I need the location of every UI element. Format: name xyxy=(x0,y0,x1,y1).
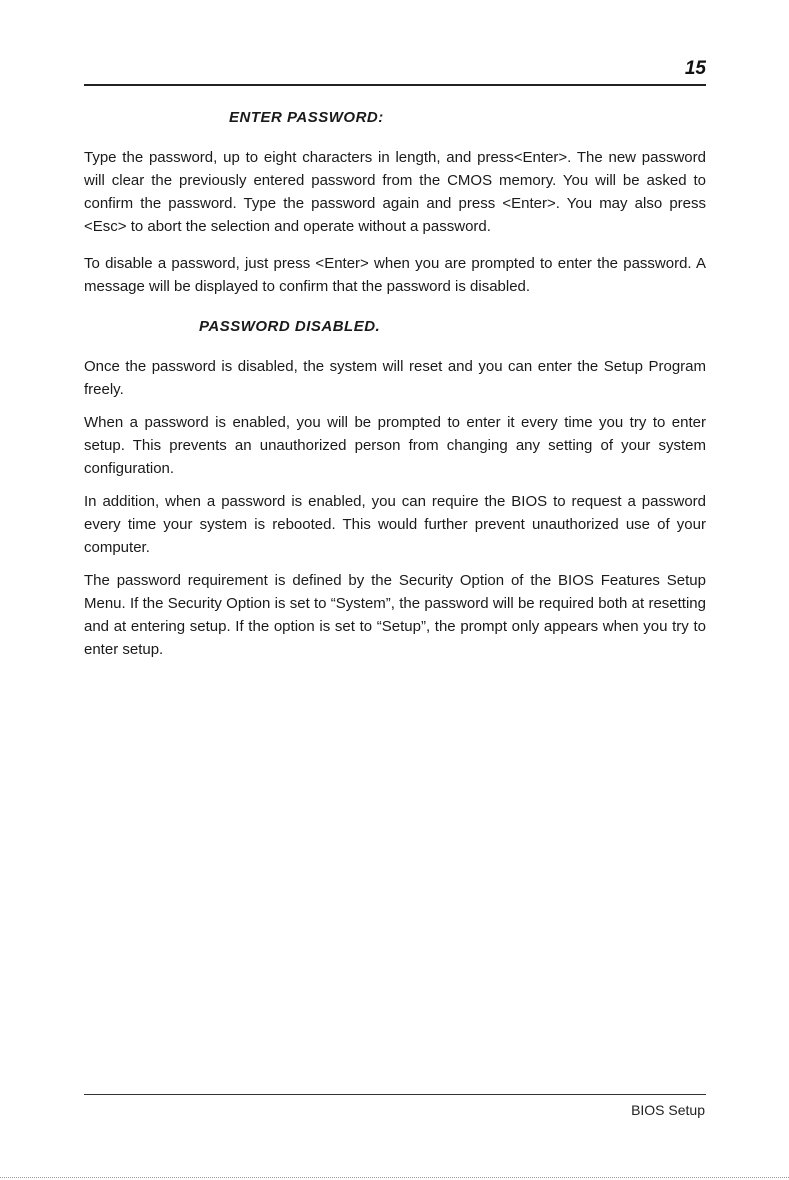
paragraph-security-option: The password requirement is defined by the Security Option of the BIOS Features Setup Menu. If the Security Option is set to “System”, the password will be required both at resetting and at entering setup. If the option is set to “Setup”, the prompt only appears when you try to enter setup. xyxy=(84,572,706,658)
header-divider xyxy=(84,84,706,86)
paragraph-bios-request: In addition, when a password is enabled, you can require the BIOS to request a password every time your system is rebooted. This would further prevent unauthorized use of your computer. xyxy=(84,493,706,556)
page-content xyxy=(84,109,706,671)
page-bottom-edge xyxy=(0,1177,789,1178)
footer-title: BIOS Setup xyxy=(631,1102,705,1118)
enter-password-heading: ENTER PASSWORD: xyxy=(229,109,384,126)
paragraph-enabled: When a password is enabled, you will be prompted to enter it every time you try to enter setup. This prevents an unauthorized person from changing any setting of your system configuration. xyxy=(84,414,706,477)
footer-divider xyxy=(84,1094,706,1095)
paragraph-disable-password: To disable a password, just press <Enter> when you are prompted to enter the password. A message will be displayed to confirm that the password is disabled. xyxy=(84,255,706,295)
paragraph-enter-password: Type the password, up to eight characters in length, and press<Enter>. The new password will clear the previously entered password from the CMOS memory. You will be asked to confirm the password. Type the password again and press <Enter>. You may also press <Esc> to abort the selection and operate without a password. xyxy=(84,149,706,235)
paragraph-reset: Once the password is disabled, the system will reset and you can enter the Setup Program freely. xyxy=(84,358,706,398)
password-disabled-heading: PASSWORD DISABLED. xyxy=(199,318,381,335)
page-number: 15 xyxy=(684,58,706,79)
